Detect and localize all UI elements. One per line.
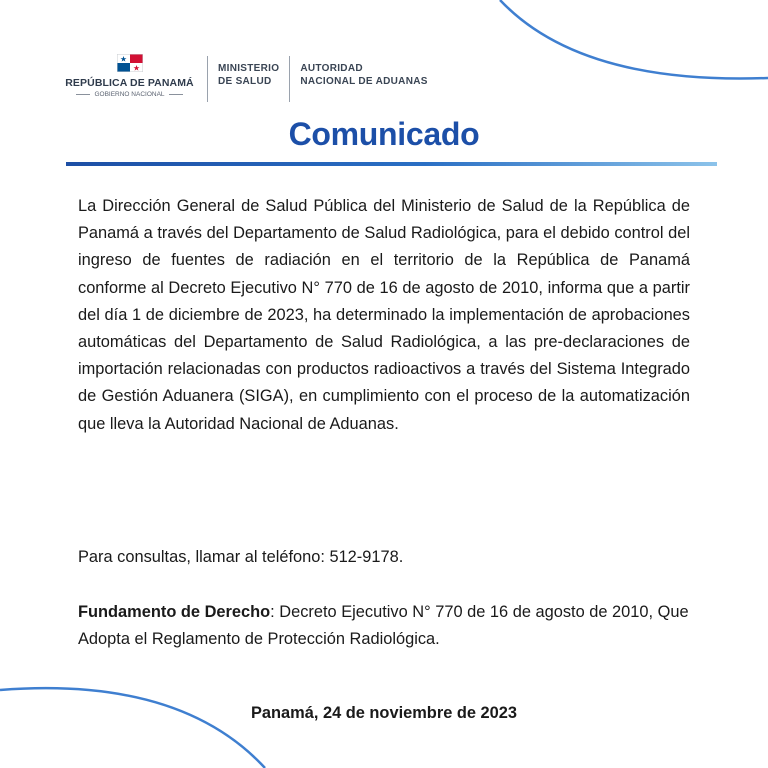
government-subtitle: [76, 91, 182, 98]
header-logos: [62, 54, 428, 104]
authority-line-1: AUTORIDAD: [300, 63, 363, 74]
page-title: Comunicado: [288, 116, 480, 152]
issue-date: Panamá, 24 de noviembre de 2023: [250, 704, 518, 722]
legal-basis-label: Fundamento de Derecho: [78, 603, 271, 621]
announcement-body: La Dirección General de Salud Pública del Ministerio de Salud de la República de Panamá a través del Departamento de Salud Radiológica, para el debido control del ingreso de fuentes de radiación en el territorio de la República de Panamá conforme al Decreto Ejecutivo N° 770 de 16 de agosto de 2010, informa que a partir del día 1 de diciembre de 2023, ha determinado la implementación de aprobaciones automáticas del Departamento de Salud Radiológica, a las pre-declaraciones de importación relacionadas con productos radioactivos a través del Sistema Integrado de Gestión Aduanera (SIGA), en cumplimiento con el proceso de la automatización que lleva la Autoridad Nacional de Aduanas.: [78, 197, 690, 433]
legal-basis-text: : Decreto Ejecutivo N° 770 de 16 de agosto de 2010, Que Adopta el Reglamento de Protección Radiológica.: [78, 603, 689, 649]
authority-line-2: NACIONAL DE ADUANAS: [300, 76, 428, 87]
government-name: REPÚBLICA DE PANAMÁ: [65, 77, 194, 89]
legal-basis: [78, 599, 690, 653]
panama-flag-icon: [117, 54, 143, 72]
ministry-line-2: DE SALUD: [218, 76, 272, 87]
top-right-arc: [500, 0, 768, 79]
title-underline: [66, 162, 717, 166]
ministry-logo-text: [218, 54, 279, 88]
bottom-left-arc: [0, 688, 265, 768]
contact-line: Para consultas, llamar al teléfono: 512-9178.: [78, 548, 404, 566]
logo-divider: [207, 56, 208, 102]
logo-divider: [289, 56, 290, 102]
government-subtitle-text: GOBIERNO NACIONAL: [94, 91, 165, 98]
ministry-line-1: MINISTERIO: [218, 63, 280, 74]
government-logo: [62, 54, 197, 98]
authority-logo-text: [300, 54, 427, 88]
